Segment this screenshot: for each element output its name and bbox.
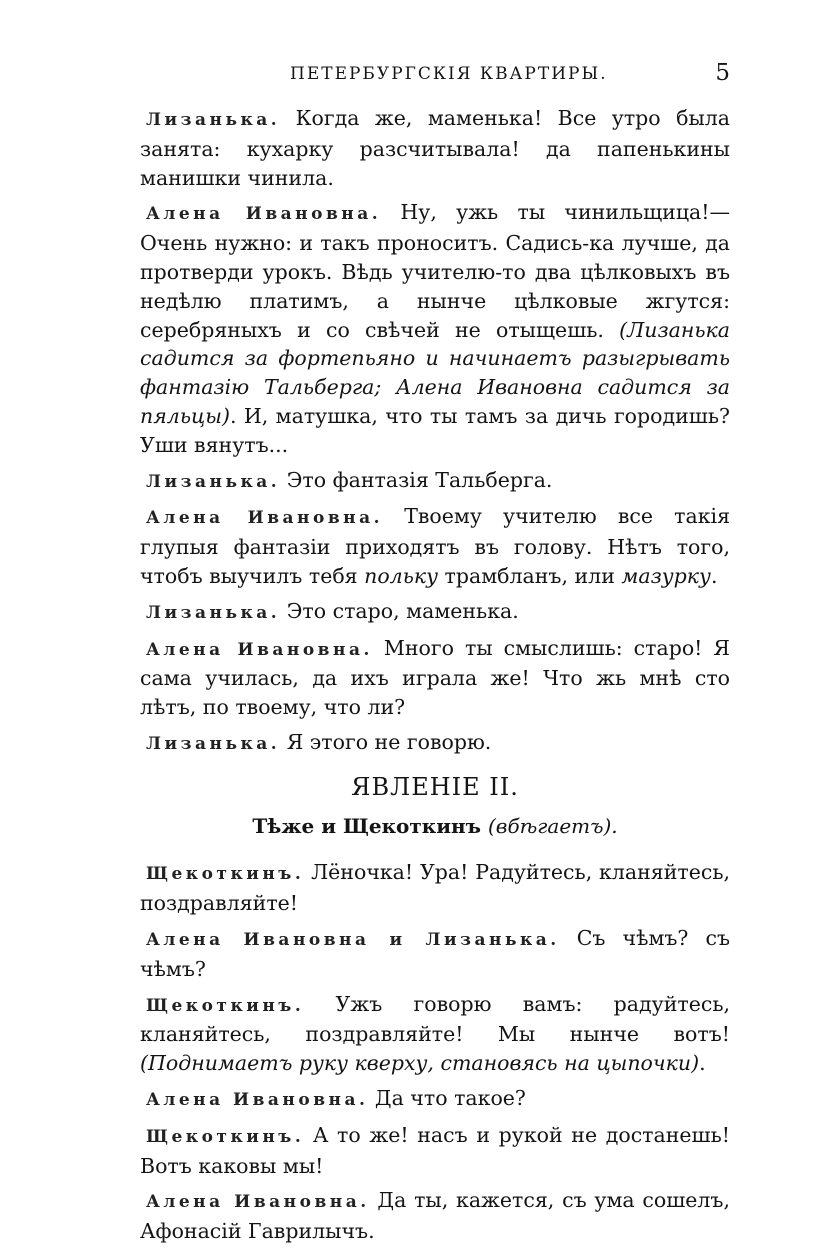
dialogue-line xyxy=(140,1084,730,1115)
scene-cast xyxy=(140,812,730,841)
speech-text: Это фантазія Тальберга. xyxy=(280,467,553,492)
dialogue-line xyxy=(140,858,730,918)
speaker-name: Лизанька. xyxy=(146,733,281,754)
running-title: ПЕТЕРБУРГСКІЯ КВАРТИРЫ. xyxy=(290,64,608,84)
dialogue-line xyxy=(140,198,730,459)
page-body xyxy=(140,104,730,1252)
dialogue-line xyxy=(140,502,730,590)
speaker-name: Лизанька. xyxy=(146,471,281,492)
speech-text: Лёночка! Ура! Радуйтесь, кланяйтесь, поздравляйте! xyxy=(140,860,730,916)
speech-text: . xyxy=(710,563,718,588)
speaker-name: Лизанька. xyxy=(146,602,281,623)
stage-direction: (Поднимаетъ руку кверху, становясь на цыпочки) xyxy=(140,1051,700,1076)
speaker-name: Щекоткинъ. xyxy=(146,995,305,1016)
speaker-name: Алена Ивановна. xyxy=(146,508,384,529)
speech-text: Ужъ говорю вамъ: радуйтесь, кланяйтесь, поздравляйте! Мы нынче вотъ! xyxy=(140,991,730,1047)
speech-text: . И, матушка, что ты тамъ за дичь городишь? Уши вянутъ... xyxy=(140,403,730,457)
speech-text: . xyxy=(699,1051,706,1076)
speech-text: Много ты смыслишь: старо! Я сама училась, да ихъ играла же! Что жь мнѣ сто лѣтъ, по твоему, что ли? xyxy=(140,635,730,720)
speaker-name: Лизанька. xyxy=(146,110,281,130)
speaker-name: Алена Ивановна. xyxy=(146,639,373,660)
dialogue-line xyxy=(140,728,730,759)
speaker-name: Алена Ивановна. xyxy=(146,204,382,225)
page-header xyxy=(145,62,730,92)
stage-direction: (вбѣгаетъ). xyxy=(488,813,618,838)
speech-text: Съ чѣмъ? съ чѣмъ? xyxy=(140,925,730,981)
speech-text: Да что такое? xyxy=(368,1085,526,1110)
scene-heading: ЯВЛЕНІЕ II. xyxy=(351,772,519,801)
dialogue-line xyxy=(140,1121,730,1181)
speech-text: Да ты, кажется, съ ума сошелъ, Афонасій Гаврилычъ. xyxy=(140,1188,730,1244)
speaker-name: Алена Ивановна. xyxy=(146,1089,369,1110)
dialogue-line xyxy=(140,990,730,1078)
dialogue-line xyxy=(140,924,730,984)
speech-text: Это старо, маменька. xyxy=(280,598,519,623)
page-number: 5 xyxy=(715,60,730,86)
speaker-name: Щекоткинъ. xyxy=(146,1126,305,1147)
dialogue-line xyxy=(140,466,730,497)
dialogue-line xyxy=(140,634,730,722)
speech-text: Когда же, маменька! Все утро была занята: кухарку разсчитывала! да папенькины манишки чинила. xyxy=(140,106,730,190)
stage-direction: (Лизанька садится за фортепьяно и начинаетъ разыгрывать фантазію Тальберга; Алена Ивановна садится за пяльцы) xyxy=(140,317,730,428)
speaker-name: Щекоткинъ. xyxy=(146,864,305,885)
cast-list: Тѣже и Щекоткинъ xyxy=(252,813,482,838)
speech-text: А то же! насъ и рукой не достанешь! Вотъ каковы мы! xyxy=(140,1122,730,1178)
dialogue-line xyxy=(140,104,730,192)
speech-text: Ну, ужь ты чинильщица!—Очень нужно: и такъ проноситъ. Садись-ка лучше, да протверди урокъ. Вѣдь учителю-то два цѣлковыхъ въ недѣлю платимъ, а нынче цѣлковые жгутся: серебряныхъ и со свѣчей не отыщешь. xyxy=(140,200,730,342)
dialogue-line xyxy=(140,1186,730,1246)
speaker-name: Алена Ивановна и Лизанька. xyxy=(146,929,560,950)
dialogue-line xyxy=(140,597,730,628)
speech-text: Твоему учителю все такія глупыя фантазіи приходятъ въ голову. Нѣтъ того, чтобъ выучилъ тебя xyxy=(140,504,730,588)
speaker-name: Алена Ивановна. xyxy=(146,1192,370,1213)
speech-text: Я этого не говорю. xyxy=(280,729,492,754)
speech-text: трамбланъ, или xyxy=(438,563,622,588)
emphasis-text: мазурку xyxy=(621,563,711,588)
emphasis-text: польку xyxy=(364,563,439,588)
